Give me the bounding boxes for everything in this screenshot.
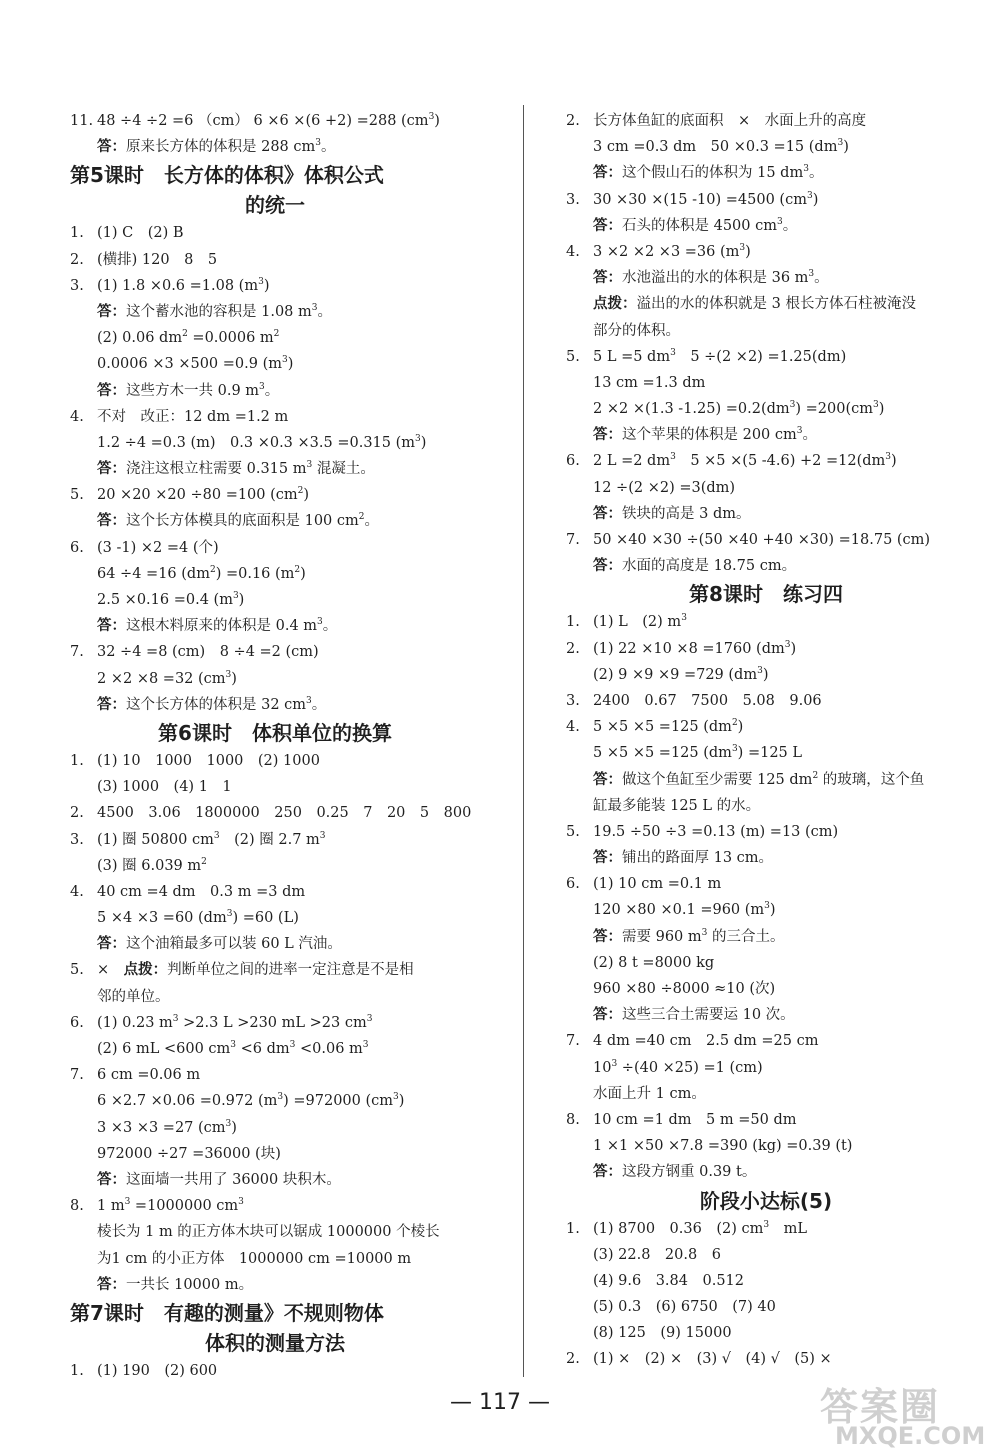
answer-item [566, 688, 966, 714]
answer-line: 960 ×80 ÷8000 ≈10 (次) [593, 981, 776, 997]
item-number: 2. [70, 251, 84, 268]
item-text: 2 L =2 $dm^3$ 5 ×5 ×(5 $-4.6) +2 =12(dm^3)$ [593, 452, 897, 470]
answer-line: 0.0006 ×3 ×500 =0.9 $(m^3)$ [97, 355, 294, 373]
answer-line: 1 ×1 ×50 ×7.8 =390 (kg) =0.39 (t) [593, 1138, 853, 1155]
answer-line: (8) 125 (9) 15000 [593, 1325, 732, 1342]
answer-item [566, 714, 966, 740]
item-text: 4 dm =40 cm 2.5 dm =25 cm [593, 1033, 819, 1050]
answer-line: 为1 cm 的小正方体 1000000 cm =10000 m [97, 1250, 412, 1267]
item-text: 20 ×20 ×20 ÷80 =100 $(cm^2)$ [97, 486, 310, 504]
answer-item [566, 819, 966, 845]
answer-item [70, 404, 480, 430]
item-number: 7. [566, 532, 580, 548]
answer-item [70, 879, 480, 905]
answer-line: 972000 ÷27 =36000 (块) [97, 1145, 281, 1162]
item-text: 5 ×5 ×5 =125 $(dm^2)$ [593, 718, 744, 736]
item-number: 2. [70, 805, 84, 822]
answer-item [566, 1107, 966, 1133]
answer-item [566, 344, 966, 370]
right-column [566, 108, 966, 1373]
item-number: 5. [566, 823, 580, 840]
item-text: 6 cm =0.06 m [97, 1067, 201, 1084]
item-number: 6. [566, 876, 580, 893]
item-text: (1) 22 ×10 ×8 =1760 $(dm^3)$ [593, 639, 797, 657]
answer-item [70, 748, 480, 774]
item-text: (1) 8700 0.36 (2) $cm^3$ mL [593, 1219, 807, 1237]
item-number: 6. [70, 539, 84, 556]
answer-line: 答：一共长 10000 m。 [97, 1275, 254, 1293]
section-heading: 第7课时 有趣的测量》不规则物体 [70, 1300, 384, 1325]
item-text: (1) L (2) $m^3$ [593, 613, 687, 631]
answer-line: (3) 1000 (4) 1 1 [97, 779, 232, 796]
item-number: 3. [566, 692, 580, 709]
item-text: (横排) 120 8 5 [97, 251, 218, 268]
answer-line: 点拨：溢出的水的体积就是 3 根长方体石柱被淹没 [593, 295, 916, 313]
item-number: 6. [70, 1014, 84, 1031]
item-number: 5. [70, 962, 84, 979]
answer-item [70, 1062, 480, 1088]
answer-line: (2) 6 mL <600 $cm^3 <6$ $dm^3 <0.06$ $m^3$ [97, 1040, 369, 1057]
answer-line: 5 ×5 ×5 =125 $(dm^3) =125$ L [593, 744, 803, 762]
answer-item [70, 800, 480, 826]
item-number: 3. [70, 831, 84, 848]
page-number: — 117 — [450, 1390, 550, 1415]
answer-item [566, 609, 966, 635]
answer-line: 答：这个长方体模具的底面积是 100 $cm^2$。 [97, 512, 379, 530]
item-text: (1) C (2) B [97, 225, 184, 242]
item-text: (1) 圈 50800 $cm^3$ (2) 圈 2.7 $m^3$ [97, 830, 326, 848]
answer-item [70, 1010, 480, 1036]
answer-line: 120 ×80 ×0.1 =960 $(m^3)$ [593, 901, 776, 919]
answer-line: 棱长为 1 m 的正方体木块可以锯成 1000000 个棱长 [97, 1224, 440, 1241]
answer-line: 2 ×2 ×8 =32 $(cm^3)$ [97, 669, 237, 687]
watermark-logo [800, 1372, 1000, 1456]
item-number: 2. [566, 640, 580, 657]
answer-item [70, 220, 480, 246]
item-number: 11. [70, 113, 94, 129]
item-number: 5. [70, 487, 84, 504]
item-number: 2. [566, 1351, 580, 1368]
item-text: 4500 3.06 1800000 250 0.25 7 20 5 800 [97, 805, 472, 822]
answer-item [566, 527, 966, 553]
watermark-url: MXQE.COM [835, 1422, 986, 1450]
item-text: 50 ×40 ×30 ÷(50 ×40 +40 ×30) =18.75 (cm) [593, 532, 931, 548]
answer-line: 答：这根木料原来的体积是 0.4 $m^3$。 [97, 617, 338, 635]
answer-line: (3) 22.8 20.8 6 [593, 1246, 721, 1263]
answer-line: 答：原来长方体的体积是 288 $cm^3$。 [97, 138, 336, 156]
item-text: (1) 10 cm =0.1 m [593, 876, 722, 893]
answer-line: 水面上升 1 cm。 [593, 1085, 706, 1102]
item-text: 3 ×2 ×2 ×3 =36 $(m^3)$ [593, 242, 751, 260]
item-text: 40 cm =4 dm 0.3 m =3 dm [97, 883, 306, 900]
item-text: 2400 0.67 7500 5.08 9.06 [593, 692, 822, 709]
answer-line: 答：这些三合土需要运 10 次。 [593, 1006, 795, 1024]
answer-line: 1.2 ÷4 =0.3 (m) 0.3 ×0.3 ×3.5 =0.315 $(m^3)$ [97, 433, 427, 451]
answer-line: (5) 0.3 (6) 6750 (7) 40 [593, 1299, 776, 1316]
item-number: 1. [70, 752, 84, 769]
section-heading: 体积的测量方法 [205, 1330, 345, 1355]
answer-line: (4) 9.6 3.84 0.512 [593, 1272, 745, 1289]
section-heading: 第5课时 长方体的体积》体积公式 [70, 163, 384, 188]
answer-item [566, 1216, 966, 1242]
answer-item [566, 108, 966, 134]
answer-item [70, 1193, 480, 1219]
answer-item [566, 871, 966, 897]
item-number: 4. [566, 719, 580, 736]
answer-item [70, 273, 480, 299]
item-text: 48 ÷4 ÷2 =6 （cm） 6 ×6 ×(6 +2) =288 $(cm^3)$ [97, 112, 440, 129]
answer-line: (2) 0.06 $dm^2 =0.0006$ $m^2$ [97, 329, 280, 347]
section-heading: 第8课时 练习四 [689, 582, 843, 607]
answer-line: 2 ×2 ×(1.3 $-1.25) =0.2(dm^3) =200(cm^3)$ [593, 400, 885, 418]
item-text: (1) 1.8 ×0.6 =1.08 $(m^3)$ [97, 276, 270, 294]
item-text: 长方体鱼缸的底面积 × 水面上升的高度 [593, 113, 867, 129]
answer-item [566, 187, 966, 213]
answer-line: 答：水面的高度是 18.75 cm。 [593, 557, 797, 575]
item-number: 1. [70, 1362, 84, 1379]
answer-item [70, 247, 480, 273]
answer-line: 答：需要 960 $m^3$ 的三合土。 [593, 927, 785, 945]
item-text: 32 ÷4 =8 (cm) 8 ÷4 =2 (cm) [97, 644, 319, 661]
item-text: 1 $m^3 =1000000$ $cm^3$ [97, 1197, 244, 1215]
item-text: 30 ×30 ×(15 -10) =4500 $(cm^3)$ [593, 190, 819, 208]
answer-item [566, 1346, 966, 1372]
answer-line: 答：这个苹果的体积是 200 $cm^3$。 [593, 426, 817, 444]
item-number: 2. [566, 113, 580, 129]
answer-line: 答：做这个鱼缸至少需要 125 $dm^2$ 的玻璃，这个鱼 [593, 770, 925, 788]
section-heading: 阶段小达标(5) [699, 1188, 833, 1213]
answer-line: 答：铺出的路面厚 13 cm。 [593, 849, 774, 867]
answer-item [566, 636, 966, 662]
answer-item [70, 108, 480, 134]
answer-line: 部分的体积。 [593, 322, 680, 339]
item-text: 10 cm =1 dm 5 m =50 dm [593, 1111, 797, 1128]
item-number: 8. [70, 1198, 84, 1215]
item-number: 4. [70, 408, 84, 425]
answer-item [70, 535, 480, 561]
answer-line: 13 cm =1.3 dm [593, 374, 706, 391]
answer-line: (3) 圈 6.039 $m^2$ [97, 856, 207, 874]
section-heading: 的统一 [245, 193, 305, 218]
answer-line: 3 ×3 ×3 =27 $(cm^3)$ [97, 1118, 237, 1136]
item-text: (1) 0.23 $m^3 >2.3$ L >230 mL >23 $cm^3$ [97, 1013, 373, 1031]
item-text: (1) 10 1000 1000 (2) 1000 [97, 752, 320, 769]
answer-item [566, 448, 966, 474]
item-number: 8. [566, 1111, 580, 1128]
answer-line: 答：这个蓄水池的容积是 1.08 $m^3$。 [97, 302, 332, 320]
answer-item [566, 239, 966, 265]
answer-line: 64 ÷4 =16 $(dm^2) =0.16$ $(m^2)$ [97, 564, 306, 582]
item-text: 不对 改正：12 dm =1.2 m [97, 408, 289, 425]
answer-line: 答：这段方钢重 0.39 t。 [593, 1163, 757, 1181]
left-column [70, 108, 480, 1384]
answer-line: 答：石头的体积是 4500 $cm^3$。 [593, 216, 798, 234]
item-text: × 点拨：判断单位之间的进率一定注意是不是相 [97, 961, 414, 979]
item-number: 6. [566, 453, 580, 470]
answer-line: 答：铁块的高是 3 dm。 [593, 504, 751, 522]
section-heading: 第6课时 体积单位的换算 [158, 720, 392, 745]
item-number: 7. [70, 644, 84, 661]
watermark-title: 答案圈 [820, 1385, 941, 1429]
item-number: 5. [566, 348, 580, 365]
answer-line: 答：这个假山石的体积为 15 $dm^3$。 [593, 164, 824, 182]
answer-line: 答：这个油箱最多可以装 60 L 汽油。 [97, 935, 342, 953]
answer-line: 答：浇注这根立柱需要 0.315 $m^3$ 混凝土。 [97, 460, 375, 478]
answer-line: 答：这个长方体的体积是 32 $cm^3$。 [97, 695, 327, 713]
answer-line: (2) 9 ×9 ×9 =729 $(dm^3)$ [593, 665, 769, 683]
item-number: 3. [70, 277, 84, 294]
item-text: 19.5 ÷50 ÷3 =0.13 (m) =13 (cm) [593, 823, 839, 840]
answer-line: 6 ×2.7 ×0.06 =0.972 $(m^3) =972000$ $(cm^3)$ [97, 1092, 405, 1110]
item-text: (1) × (2) × (3) √ (4) √ (5) × [593, 1351, 832, 1368]
answer-line: 5 ×4 ×3 =60 $(dm^3) =60$ (L) [97, 909, 299, 927]
item-number: 1. [566, 1220, 580, 1237]
item-number: 1. [70, 225, 84, 242]
answer-line: 答：这面墙一共用了 36000 块积木。 [97, 1170, 341, 1188]
answer-item [70, 639, 480, 665]
item-number: 4. [70, 883, 84, 900]
column-divider [523, 105, 524, 1377]
answer-item [70, 957, 480, 983]
answer-line: 答：水池溢出的水的体积是 36 $m^3$。 [593, 269, 829, 287]
answer-line: 邻的单位。 [97, 988, 170, 1005]
answer-line: 12 ÷(2 ×2) =3(dm) [593, 479, 736, 496]
item-number: 1. [566, 614, 580, 631]
item-number: 3. [566, 191, 580, 208]
item-text: (1) 190 (2) 600 [97, 1362, 218, 1379]
item-text: (3 -1) ×2 =4 (个) [97, 539, 219, 556]
answer-item [70, 482, 480, 508]
answer-line: 缸最多能装 125 L 的水。 [593, 797, 761, 814]
item-number: 7. [70, 1067, 84, 1084]
answer-item [70, 827, 480, 853]
answer-item [566, 1028, 966, 1054]
answer-line: 2.5 ×0.16 =0.4 $(m^3)$ [97, 591, 245, 608]
item-number: 7. [566, 1033, 580, 1050]
item-number: 4. [566, 243, 580, 260]
answer-line: (2) 8 t =8000 kg [593, 954, 715, 971]
answer-line: $10^3 \div(40 \times 25) =1$ (cm) [593, 1058, 763, 1076]
answer-line: 3 cm =0.3 dm 50 ×0.3 =15 $(dm^3)$ [593, 138, 849, 156]
item-text: 5 L =5 $dm^3$ 5 ÷(2 ×2) =1.25(dm) [593, 347, 847, 365]
answer-item [70, 1358, 480, 1384]
answer-line: 答：这些方木一共 0.9 $m^3$。 [97, 381, 280, 399]
